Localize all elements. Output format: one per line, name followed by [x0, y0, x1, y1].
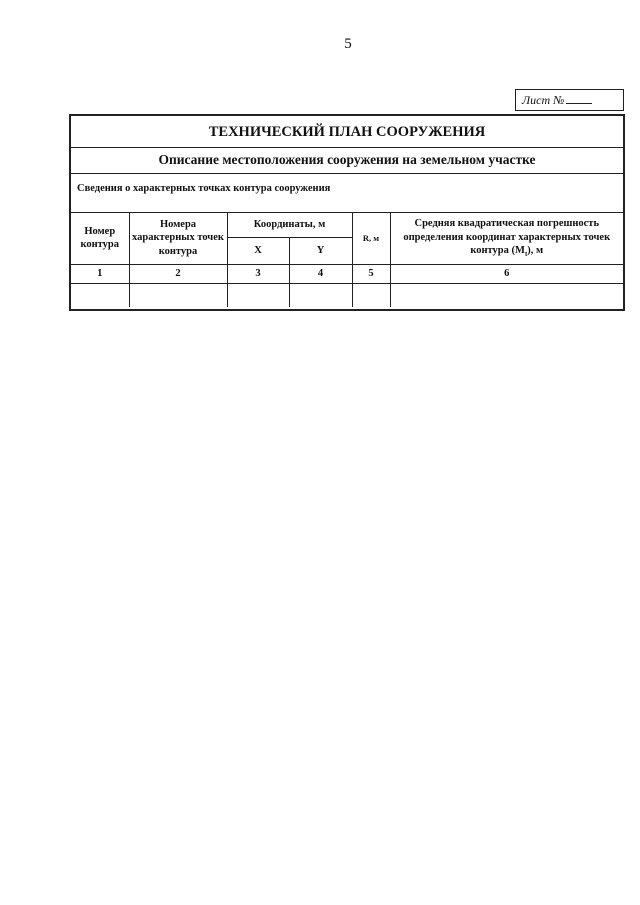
- sheet-number-box: [515, 89, 624, 111]
- header-r: R, м: [352, 213, 390, 264]
- technical-plan-form: [69, 114, 625, 311]
- column-number: 3: [227, 264, 289, 283]
- header-error-subscript: t: [524, 250, 528, 259]
- sheet-number-label: Лист №: [522, 93, 565, 107]
- column-number: 4: [289, 264, 352, 283]
- cell-point-numbers[interactable]: [129, 283, 227, 307]
- section-heading: Сведения о характерных точках контура сооружения: [71, 173, 623, 213]
- header-error-tail: ), м: [527, 245, 544, 257]
- contour-points-table: [71, 213, 623, 307]
- cell-error[interactable]: [390, 283, 623, 307]
- form-subtitle: Описание местоположения сооружения на земельном участке: [71, 147, 623, 174]
- sheet-number-blank[interactable]: [566, 92, 592, 104]
- cell-y[interactable]: [289, 283, 352, 307]
- header-row: [71, 213, 623, 237]
- column-number: 5: [352, 264, 390, 283]
- header-error-text: Средняя квадратическая погрешность определения координат характерных точек контура (M: [403, 218, 611, 257]
- header-error: [390, 213, 623, 264]
- page-number: 5: [344, 36, 352, 52]
- cell-r[interactable]: [352, 283, 390, 307]
- cell-x[interactable]: [227, 283, 289, 307]
- header-point-numbers: Номера характерных точек контура: [129, 213, 227, 264]
- form-title: ТЕХНИЧЕСКИЙ ПЛАН СООРУЖЕНИЯ: [71, 116, 623, 148]
- column-number: 2: [129, 264, 227, 283]
- column-number-row: [71, 264, 623, 283]
- column-number: 6: [390, 264, 623, 283]
- header-coordinates: Координаты, м: [227, 213, 352, 237]
- header-x: X: [227, 237, 289, 264]
- data-row: [71, 283, 623, 307]
- header-y: Y: [289, 237, 352, 264]
- header-contour-number: Номер контура: [71, 213, 129, 264]
- cell-contour-number[interactable]: [71, 283, 129, 307]
- column-number: 1: [71, 264, 129, 283]
